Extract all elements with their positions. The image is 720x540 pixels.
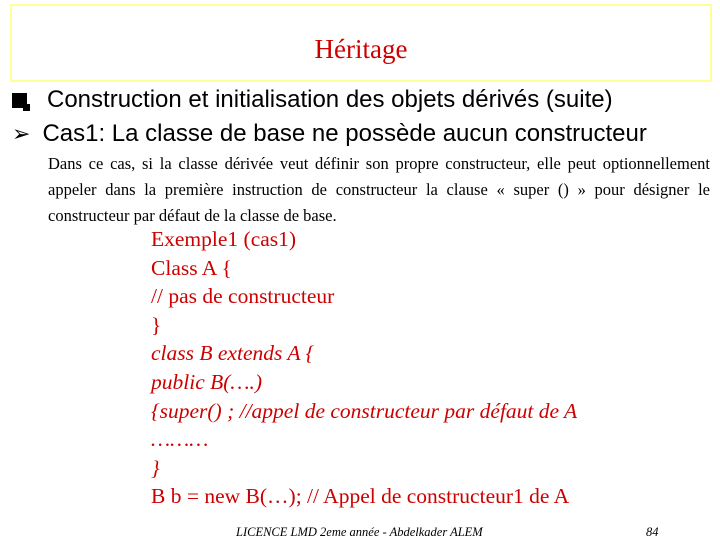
code-line: } xyxy=(151,455,160,480)
bullet-2-text: Cas1: La classe de base ne possède aucun constructeur xyxy=(42,120,647,147)
code-line: Exemple1 (cas1) xyxy=(151,227,297,251)
code-line: ……… xyxy=(151,427,209,452)
code-line: public B(….) xyxy=(151,369,263,394)
footer-text: LICENCE LMD 2eme année - Abdelkader ALEM xyxy=(236,525,483,539)
bullet-1 xyxy=(12,86,613,114)
code-line: // pas de constructeur xyxy=(151,284,335,309)
code-line: B b = new B(…); // Appel de constructeur1 de A xyxy=(151,484,570,509)
page-number: 84 xyxy=(646,525,659,539)
code-line: class B extends A { xyxy=(151,341,315,366)
code-line: {super() ; //appel de constructeur par défaut de A xyxy=(151,398,578,423)
title-box xyxy=(10,4,712,82)
code-example xyxy=(151,225,577,511)
square-bullet-icon xyxy=(12,93,27,108)
explanation-paragraph: Dans ce cas, si la classe dérivée veut définir son propre constructeur, elle peut optionnellement appeler dans la première instruction de constructeur la clause « super () » pour désigner le constructeur par défaut de la classe de base. xyxy=(48,154,710,225)
arrow-bullet-icon: ➢ xyxy=(12,121,31,146)
bullet-2 xyxy=(12,120,647,148)
code-line: } xyxy=(151,312,162,337)
bullet-1-text: Construction et initialisation des objets dérivés (suite) xyxy=(47,86,613,113)
slide-title: Héritage xyxy=(314,34,408,64)
code-line: Class A { xyxy=(151,255,232,280)
